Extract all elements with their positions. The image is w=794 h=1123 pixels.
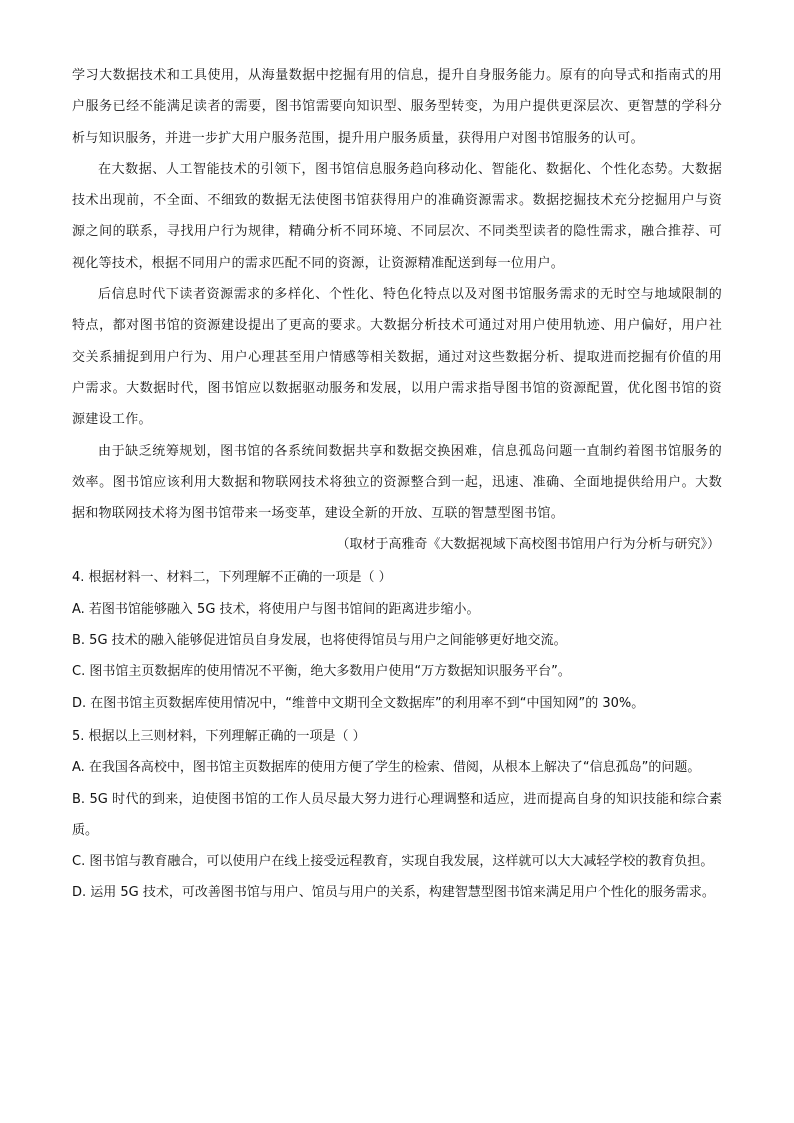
passage-source: （取材于高雅奇《大数据视域下高校图书馆用户行为分析与研究》） bbox=[336, 537, 720, 553]
question-option-a: A. 在我国各高校中，图书馆主页数据库的使用方便了学生的检索、借阅，从根本上解决了“信息孤岛”的问题。 bbox=[72, 760, 701, 776]
question-4 bbox=[72, 562, 722, 718]
question-option-c: C. 图书馆与教育融合，可以使用户在线上接受远程教育，实现自我发展，这样就可以大大减轻学校的教育负担。 bbox=[72, 854, 714, 870]
document-page bbox=[72, 60, 722, 909]
question-5 bbox=[72, 721, 722, 909]
question-option-d: D. 在图书馆主页数据库使用情况中，“维普中文期刊全文数据库”的利用率不到“中国知网”的 30%。 bbox=[72, 695, 645, 711]
passage-paragraph: 在大数据、人工智能技术的引领下，图书馆信息服务趋向移动化、智能化、数据化、个性化态势。大数据技术出现前，不全面、不细致的数据无法使图书馆获得用户的准确资源需求。数据挖掘技术充分挖掘用户与资源之间的联系，寻找用户行为规律，精确分析不同环境、不同层次、不同类型读者的隐性需求，融合推荐、可视化等技术，根据不同用户的需求匹配不同的资源，让资源精准配送到每一位用户。 bbox=[72, 161, 722, 271]
passage-paragraph: 后信息时代下读者资源需求的多样化、个性化、特色化特点以及对图书馆服务需求的无时空与地域限制的特点，都对图书馆的资源建设提出了更高的要求。大数据分析技术可通过对用户使用轨迹、用户偏好，用户社交关系捕捉到用户行为、用户心理甚至用户情感等相关数据，通过对这些数据分析、提取进而挖掘有价值的用户需求。大数据时代，图书馆应以数据驱动服务和发展，以用户需求指导图书馆的资源配置，优化图书馆的资源建设工作。 bbox=[72, 287, 722, 428]
reading-passage bbox=[72, 60, 722, 560]
question-option-b: B. 5G 技术的融入能够促进馆员自身发展，也将使得馆员与用户之间能够更好地交流。 bbox=[72, 633, 567, 649]
question-option-d: D. 运用 5G 技术，可改善图书馆与用户、馆员与用户的关系，构建智慧型图书馆来满足用户个性化的服务需求。 bbox=[72, 885, 715, 901]
passage-paragraph: 学习大数据技术和工具使用，从海量数据中挖掘有用的信息，提升自身服务能力。原有的向导式和指南式的用户服务已经不能满足读者的需要，图书馆需要向知识型、服务型转变，为用户提供更深层次、更智慧的学科分析与知识服务，并进一步扩大用户服务范围，提升用户服务质量，获得用户对图书馆服务的认可。 bbox=[72, 68, 722, 146]
question-option-a: A. 若图书馆能够融入 5G 技术，将使用户与图书馆间的距离进步缩小。 bbox=[72, 601, 480, 617]
question-stem: 5. 根据以上三则材料，下列理解正确的一项是（ ） bbox=[72, 728, 366, 744]
question-option-c: C. 图书馆主页数据库的使用情况不平衡，绝大多数用户使用“万方数据知识服务平台”。 bbox=[72, 664, 571, 680]
question-option-b: B. 5G 时代的到来，迫使图书馆的工作人员尽最大努力进行心理调整和适应，进而提高自身的知识技能和综合素质。 bbox=[72, 791, 722, 838]
passage-paragraph: 由于缺乏统筹规划，图书馆的各系统间数据共享和数据交换困难，信息孤岛问题一直制约着图书馆服务的效率。图书馆应该利用大数据和物联网技术将独立的资源整合到一起，迅速、准确、全面地提供给用户。大数据和物联网技术将为图书馆带来一场变革，建设全新的开放、互联的智慧型图书馆。 bbox=[72, 443, 722, 522]
question-stem: 4. 根据材料一、材料二，下列理解不正确的一项是（ ） bbox=[72, 570, 392, 586]
